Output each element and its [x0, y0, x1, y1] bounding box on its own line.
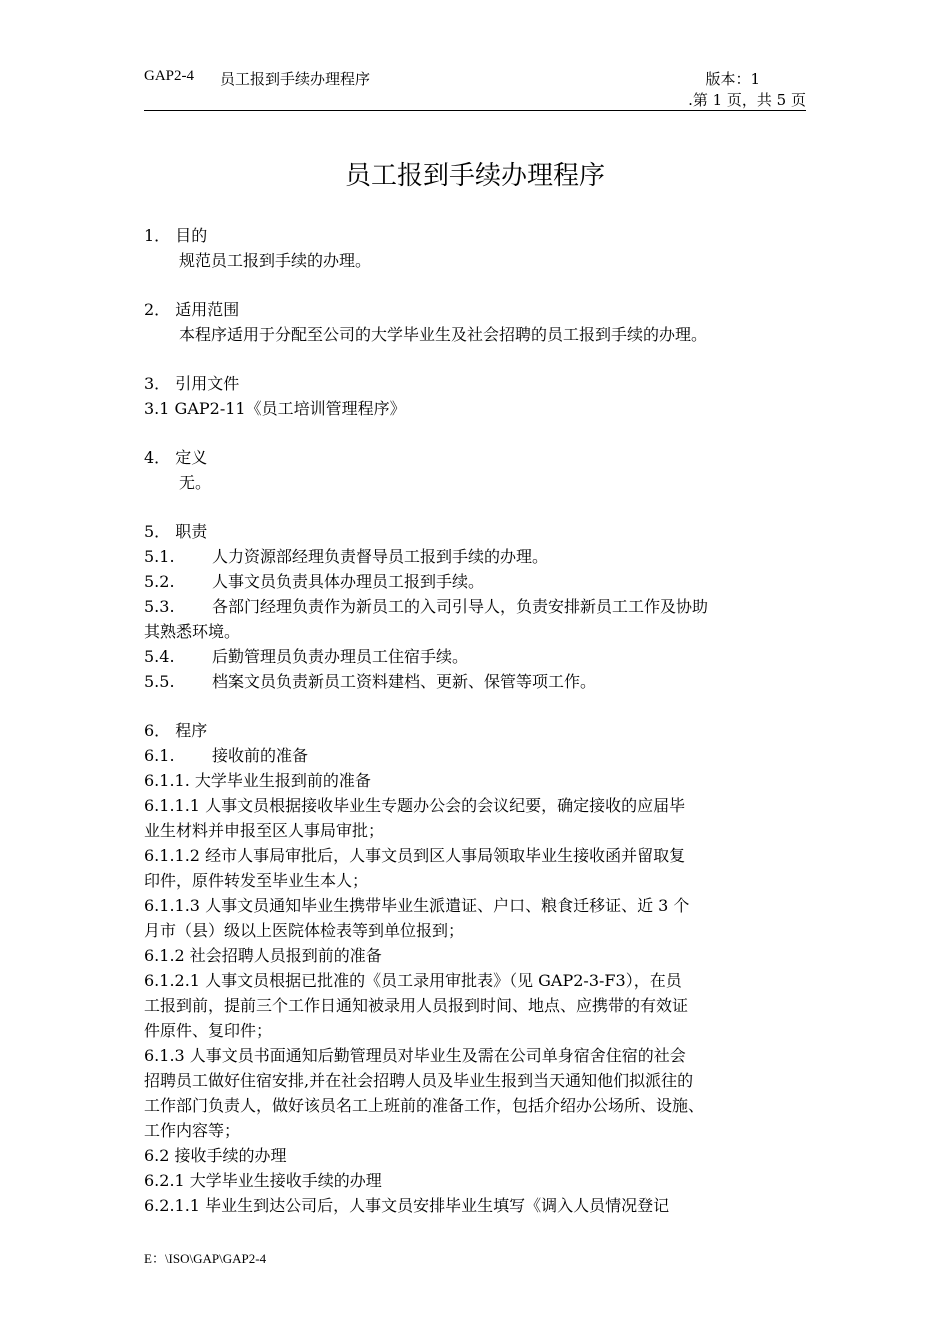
section-6-heading: 6． 程序 [144, 721, 208, 740]
section-5-5-number: 5.5. [144, 672, 175, 691]
section-5-3 [144, 594, 808, 619]
section-4-heading: 4． 定义 [144, 448, 208, 467]
section-6-1-text: 接收前的准备 [212, 746, 309, 765]
section-4-text: 无。 [179, 473, 212, 492]
section-5-4-text: 后勤管理员负责办理员工住宿手续。 [212, 647, 469, 666]
section-5-3-continued: 其熟悉环境。 [144, 622, 241, 641]
page-header [144, 66, 806, 111]
section-6-1-1-2-continued: 印件，原件转发至毕业生本人； [144, 871, 369, 890]
section-6-1-1-3-continued: 月市（县）级以上医院体检表等到单位报到； [144, 921, 465, 940]
header-doc-code: GAP2-4 [144, 68, 195, 84]
section-2-heading: 2． 适用范围 [144, 300, 240, 319]
section-3-heading: 3． 引用文件 [144, 374, 240, 393]
section-5-heading: 5． 职责 [144, 522, 208, 541]
section-5-2-text: 人事文员负责具体办理员工报到手续。 [212, 572, 485, 591]
section-6-1-3-continued: 招聘员工做好住宿安排,并在社会招聘人员及毕业生报到当天通知他们拟派往的 [144, 1071, 694, 1090]
section-6-2-1: 6.2.1 大学毕业生接收手续的办理 [144, 1171, 382, 1190]
section-6-1-number: 6.1. [144, 746, 175, 765]
section-6-1-1-1: 6.1.1.1 人事文员根据接收毕业生专题办公会的会议纪要，确定接收的应届毕 [144, 796, 686, 815]
document-body [144, 223, 808, 1218]
section-5-2-number: 5.2. [144, 572, 175, 591]
section-5-4 [144, 644, 808, 669]
section-6-1-2-1-continued: 工报到前，提前三个工作日通知被录用人员报到时间、地点、应携带的有效证 [144, 996, 689, 1015]
section-6-1 [144, 743, 808, 768]
section-6-1-1: 6.1.1. 大学毕业生报到前的准备 [144, 771, 371, 790]
section-5-5 [144, 669, 808, 694]
header-version: 版本：1 [705, 70, 760, 88]
section-6-1-2-1-continued-2: 件原件、复印件； [144, 1021, 273, 1040]
section-6-1-1-1-continued: 业生材料并申报至区人事局审批； [144, 821, 385, 840]
section-6-1-2-1: 6.1.2.1 人事文员根据已批准的《员工录用审批表》（见 GAP2-3-F3），在员 [144, 971, 682, 990]
section-6-1-1-3: 6.1.1.3 人事文员通知毕业生携带毕业生派遣证、户口、粮食迁移证、近 3 个 [144, 896, 690, 915]
section-1-heading: 1． 目的 [144, 226, 208, 245]
section-5-1-number: 5.1. [144, 547, 175, 566]
section-6-1-3-continued-3: 工作内容等； [144, 1121, 241, 1140]
section-6-2-1-1: 6.2.1.1 毕业生到达公司后，人事文员安排毕业生填写《调入人员情况登记 [144, 1196, 670, 1215]
section-6-1-3: 6.1.3 人事文员书面通知后勤管理员对毕业生及需在公司单身宿舍住宿的社会 [144, 1046, 686, 1065]
section-6-1-1-2: 6.1.1.2 经市人事局审批后，人事文员到区人事局领取毕业生接收函并留取复 [144, 846, 686, 865]
document-title: 员工报到手续办理程序 [344, 161, 605, 191]
section-5-3-number: 5.3. [144, 597, 175, 616]
section-6-1-3-continued-2: 工作部门负责人，做好该员名工上班前的准备工作，包括介绍办公场所、设施、 [144, 1096, 705, 1115]
section-3-1-text: 3.1 GAP2-11《员工培训管理程序》 [144, 399, 406, 418]
section-5-4-number: 5.4. [144, 647, 175, 666]
section-5-2 [144, 569, 808, 594]
section-5-3-text: 各部门经理负责作为新员工的入司引导人，负责安排新员工工作及协助 [212, 597, 709, 616]
section-1-text: 规范员工报到手续的办理。 [179, 251, 372, 270]
header-page-count: .第 1 页，共 5 页 [688, 91, 806, 109]
section-6-2: 6.2 接收手续的办理 [144, 1146, 287, 1165]
section-2-text: 本程序适用于分配至公司的大学毕业生及社会招聘的员工报到手续的办理。 [179, 325, 708, 344]
section-5-1 [144, 544, 808, 569]
page-footer-path: E：\ISO\GAP\GAP2-4 [144, 1251, 267, 1266]
section-5-1-text: 人力资源部经理负责督导员工报到手续的办理。 [212, 547, 549, 566]
section-5-5-text: 档案文员负责新员工资料建档、更新、保管等项工作。 [212, 672, 597, 691]
section-6-1-2: 6.1.2 社会招聘人员报到前的准备 [144, 946, 382, 965]
header-doc-name: 员工报到手续办理程序 [220, 70, 371, 88]
